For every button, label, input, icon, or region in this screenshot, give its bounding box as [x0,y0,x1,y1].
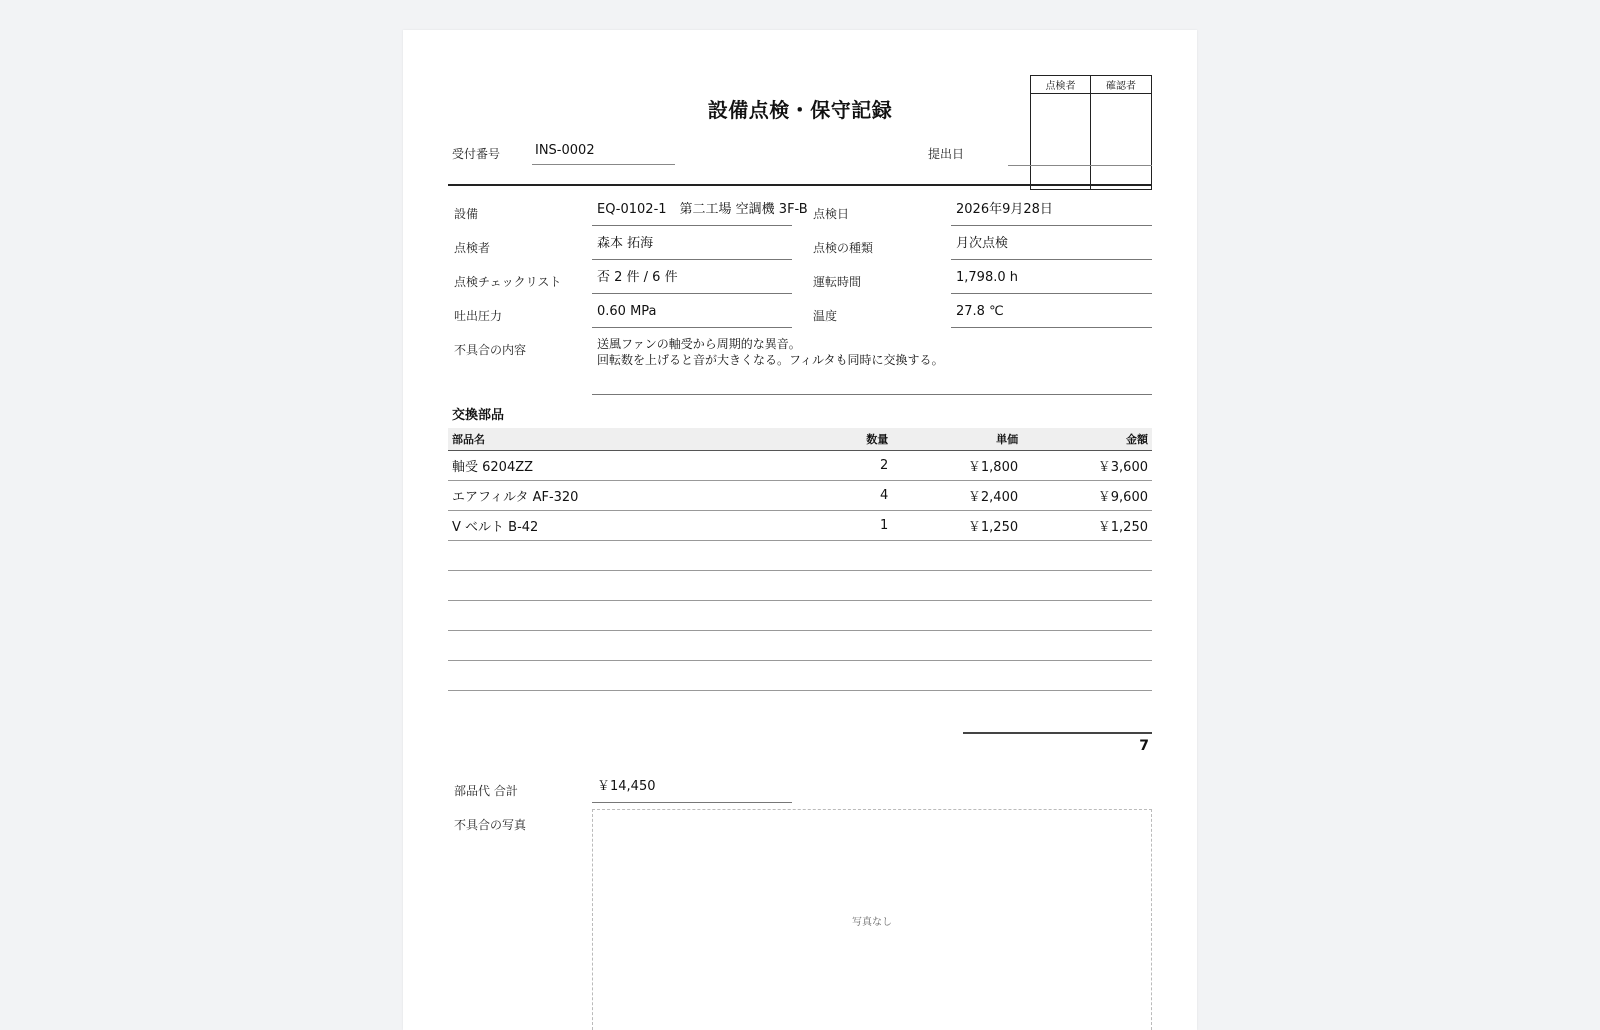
part-amount: ￥9,600 [1022,481,1152,511]
defect-photo-area [592,809,1152,1030]
stamp-inspector-cell [1031,94,1091,189]
checklist-label: 点検チェックリスト [454,275,562,289]
empty-table-row [448,571,1152,601]
checklist-value: 否 2 件 / 6 件 [592,264,792,294]
part-unit-price: ￥1,250 [892,511,1022,541]
header-divider [448,184,1152,186]
defect-line-2: 回転数を上げると音が大きくなる。フィルタも同時に交換する。 [597,353,944,367]
stamp-confirmer-cell [1091,94,1151,189]
submit-date-label: 提出日 [928,147,965,161]
pressure-value: 0.60 MPa [592,298,792,328]
defect-label: 不具合の内容 [454,343,527,357]
empty-table-row [448,661,1152,691]
part-amount: ￥1,250 [1022,511,1152,541]
parts-total-count: 7 [1139,738,1149,754]
inspection-date-label: 点検日 [813,207,850,221]
equipment-value: EQ-0102-1 第二工場 空調機 3F-B [592,196,792,226]
part-quantity: 1 [802,511,892,541]
part-amount: ￥3,600 [1022,451,1152,481]
part-unit-price: ￥1,800 [892,451,1022,481]
submit-date-value [1008,143,1152,166]
defect-description [592,332,1152,395]
parts-table-header [448,428,1152,451]
col-amount: 金額 [1022,428,1152,451]
temperature-value: 27.8 ℃ [951,298,1152,328]
stamp-confirmer-label: 確認者 [1091,76,1151,94]
stamp-inspector-label: 点検者 [1031,76,1091,94]
col-unit-price: 単価 [892,428,1022,451]
inspector-label: 点検者 [454,241,491,255]
part-name: V ベルト B-42 [448,511,802,541]
runtime-label: 運転時間 [813,275,862,289]
photo-placeholder: 写真なし [852,916,892,928]
parts-section-title: 交換部品 [452,408,505,423]
empty-table-row [448,601,1152,631]
inspection-record-sheet [403,30,1197,1030]
empty-table-row [448,541,1152,571]
table-row [448,451,1152,481]
total-divider [963,732,1152,734]
part-quantity: 2 [802,451,892,481]
equipment-label: 設備 [454,207,479,221]
document-title: 設備点検・保守記録 [707,98,893,122]
part-name: エアフィルタ AF-320 [448,481,802,511]
col-part-name: 部品名 [448,428,802,451]
part-name: 軸受 6204ZZ [448,451,802,481]
defect-line-1: 送風ファンの軸受から周期的な異音。 [597,337,801,351]
part-quantity: 4 [802,481,892,511]
receipt-number-label: 受付番号 [452,147,501,161]
inspector-value: 森本 拓海 [592,230,792,260]
table-row [448,481,1152,511]
part-unit-price: ￥2,400 [892,481,1022,511]
parts-total-label: 部品代 合計 [454,784,518,798]
inspection-type-value: 月次点検 [951,230,1152,260]
runtime-value: 1,798.0 h [951,264,1152,294]
temperature-label: 温度 [813,309,838,323]
table-row [448,511,1152,541]
approval-stamp-box [1030,75,1152,190]
defect-photo-label: 不具合の写真 [454,818,527,832]
inspection-type-label: 点検の種類 [813,241,874,255]
receipt-number-value: INS-0002 [532,143,675,165]
pressure-label: 吐出圧力 [454,309,503,323]
parts-table [448,428,1152,691]
col-quantity: 数量 [802,428,892,451]
parts-total-value: ￥14,450 [592,773,792,803]
inspection-date-value: 2026年9月28日 [951,196,1152,226]
empty-table-row [448,631,1152,661]
